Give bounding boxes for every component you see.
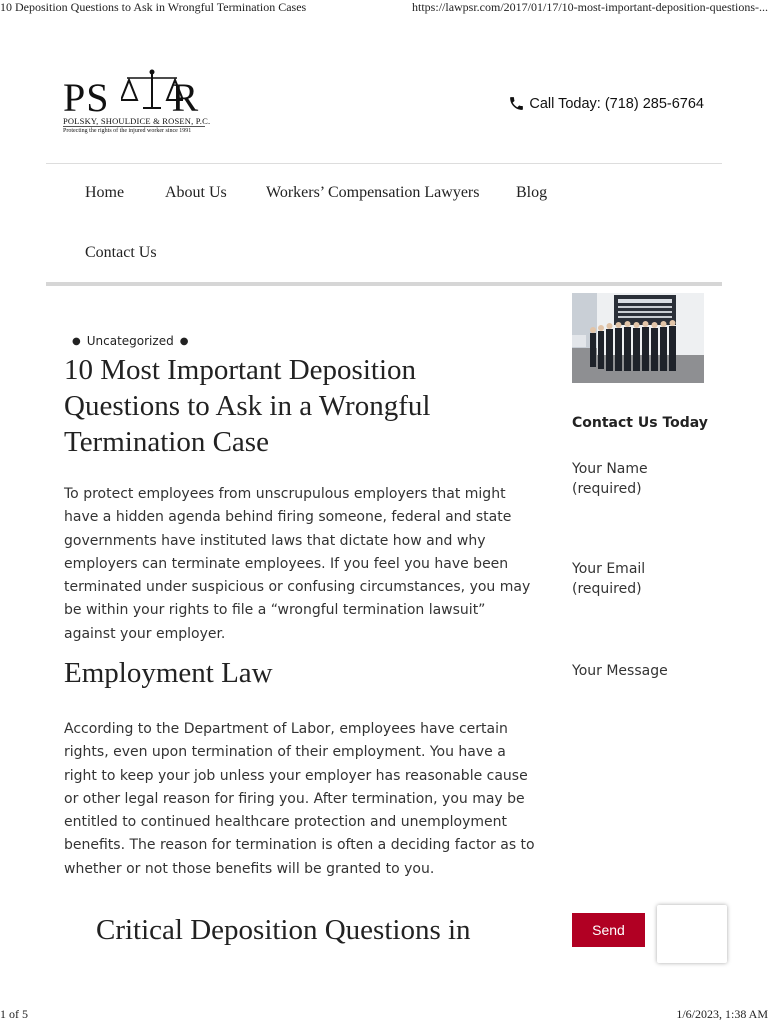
nav-blog[interactable]: Blog xyxy=(516,184,548,201)
header-divider xyxy=(46,163,722,164)
print-url: https://lawpsr.com/2017/01/17/10-most-important-deposition-questions-... xyxy=(412,0,768,14)
nav-workers-comp-lawyers[interactable]: Workers’ Compensation Lawyers xyxy=(266,184,480,201)
firm-logo[interactable] xyxy=(63,68,213,148)
email-field-label: Your Email (required) xyxy=(572,561,646,597)
send-button[interactable]: Send xyxy=(572,913,645,947)
section-heading-employment-law: Employment Law xyxy=(64,657,273,689)
logo-wordmark: PS R xyxy=(63,75,200,120)
print-page-count: 1 of 5 xyxy=(0,1007,28,1021)
nav-home[interactable]: Home xyxy=(85,184,125,201)
nav-divider xyxy=(46,282,722,286)
post-meta xyxy=(72,334,188,348)
logo-divider xyxy=(63,126,205,127)
contact-heading: Contact Us Today xyxy=(572,415,708,431)
section-body-employment-law: According to the Department of Labor, employees have certain rights, even upon termination of their employment. You have a right to keep your job unless your employer has reasonable cause or other legal reason for firing you. After termination, you may be entitled to continued healthcare protection and unemployment benefits. The reason for termination is often a deciding factor as to whether or not those benefits will be granted to you. xyxy=(64,721,535,877)
recaptcha-badge[interactable] xyxy=(657,905,727,963)
nav-contact-us[interactable]: Contact Us xyxy=(85,244,157,261)
section-heading-critical-questions: Critical Deposition Questions in xyxy=(96,914,471,946)
bullet-icon: ● xyxy=(72,335,81,347)
message-field-label: Your Message xyxy=(572,663,668,679)
team-photo xyxy=(572,293,704,383)
bullet-icon: ● xyxy=(179,335,189,347)
nav-about-us[interactable]: About Us xyxy=(165,184,227,201)
category-link[interactable]: Uncategorized xyxy=(86,334,174,348)
article-title: 10 Most Important Deposition Questions to Ask in a Wrongful Termination Case xyxy=(64,354,431,458)
article-intro: To protect employees from unscrupulous employers that might have a hidden agenda behind firing someone, federal and state governments have instituted laws that dictate how and why employers can terminate employees. If you feel you have been terminated under suspicious or confusing circumstances, you may be within your rights to file a “wrongful termination lawsuit” against your employer. xyxy=(64,486,531,642)
logo-tagline: Protecting the rights of the injured worker since 1991 xyxy=(63,128,192,134)
phone-icon xyxy=(508,95,525,112)
print-timestamp: 1/6/2023, 1:38 AM xyxy=(676,1007,768,1021)
call-link[interactable] xyxy=(508,95,704,112)
call-text: Call Today: (718) 285-6764 xyxy=(529,95,704,112)
logo-firm-name: POLSKY, SHOULDICE & ROSEN, P.C. xyxy=(63,116,211,126)
name-field-label: Your Name (required) xyxy=(572,461,648,497)
print-page-title: 10 Deposition Questions to Ask in Wrongful Termination Cases xyxy=(0,0,307,14)
